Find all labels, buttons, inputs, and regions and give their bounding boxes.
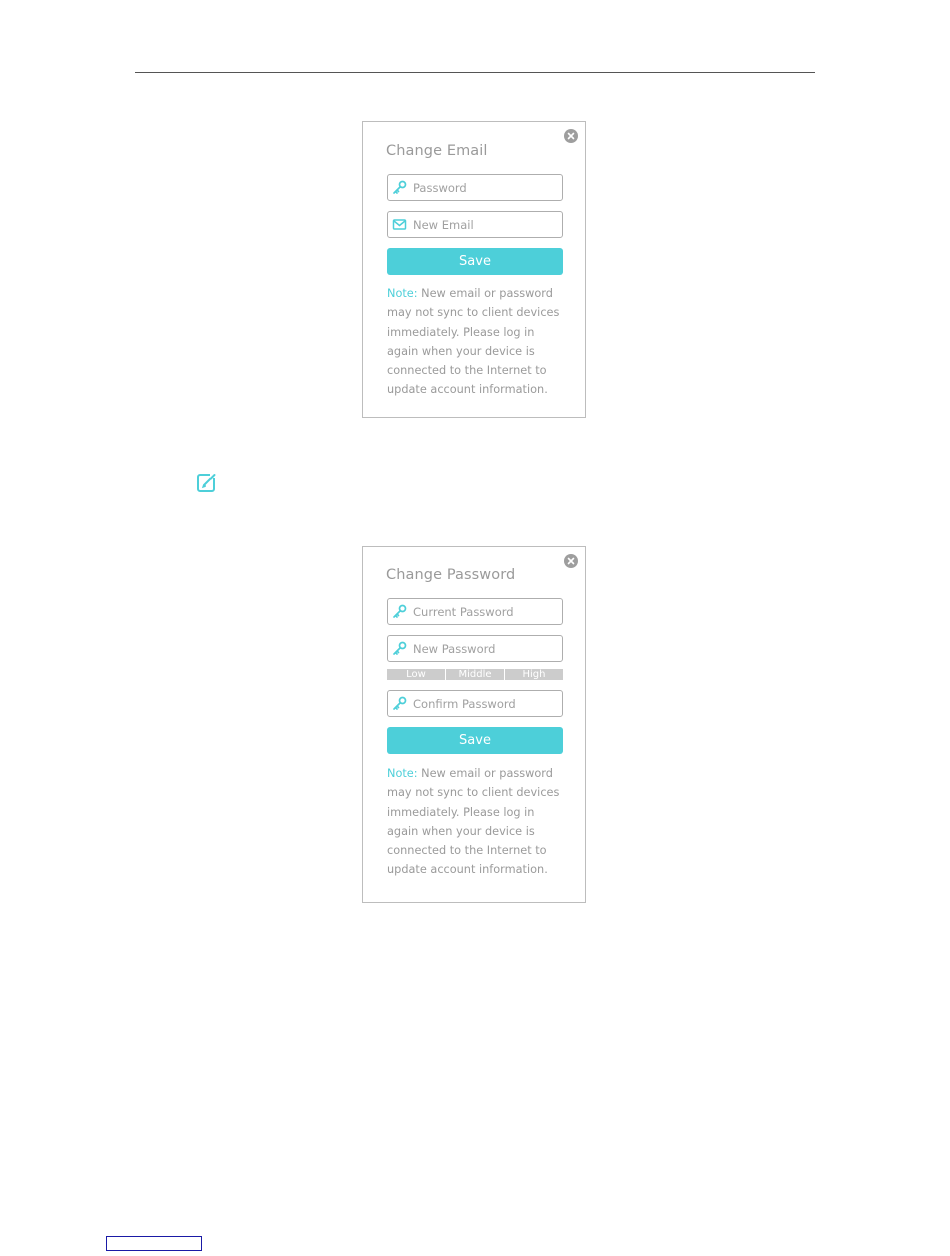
note-text bbox=[387, 764, 567, 880]
new-password-input[interactable] bbox=[413, 639, 557, 658]
change-email-dialog bbox=[362, 121, 586, 418]
note-label: Note: bbox=[387, 767, 418, 780]
note-label: Note: bbox=[387, 287, 418, 300]
edit-note-icon bbox=[196, 472, 217, 493]
note-body: New email or password may not sync to client devices immediately. Please log in again when your device is connected to the Internet to update account information. bbox=[387, 287, 560, 397]
save-password-button[interactable]: Save bbox=[387, 727, 563, 754]
dialog-title: Change Password bbox=[386, 567, 516, 583]
password-input[interactable] bbox=[413, 178, 557, 197]
strength-high: High bbox=[505, 669, 563, 680]
password-field[interactable] bbox=[387, 174, 563, 201]
key-icon bbox=[392, 180, 407, 195]
current-password-input[interactable] bbox=[413, 602, 557, 621]
header-rule bbox=[135, 72, 815, 73]
footer-link-box[interactable] bbox=[106, 1236, 202, 1251]
current-password-field[interactable] bbox=[387, 598, 563, 625]
key-icon bbox=[392, 604, 407, 619]
note-body: New email or password may not sync to client devices immediately. Please log in again when your device is connected to the Internet to update account information. bbox=[387, 767, 560, 877]
note-text bbox=[387, 284, 567, 400]
dialog-title: Change Email bbox=[386, 143, 488, 159]
new-email-field[interactable] bbox=[387, 211, 563, 238]
key-icon bbox=[392, 641, 407, 656]
strength-middle: Middle bbox=[446, 669, 505, 680]
save-email-button[interactable]: Save bbox=[387, 248, 563, 275]
close-icon[interactable] bbox=[564, 554, 578, 568]
new-email-input[interactable] bbox=[413, 215, 557, 234]
key-icon bbox=[392, 696, 407, 711]
close-icon[interactable] bbox=[564, 129, 578, 143]
envelope-icon bbox=[392, 217, 407, 232]
confirm-password-input[interactable] bbox=[413, 694, 557, 713]
change-password-dialog bbox=[362, 546, 586, 903]
confirm-password-field[interactable] bbox=[387, 690, 563, 717]
password-strength-meter bbox=[387, 669, 563, 680]
new-password-field[interactable] bbox=[387, 635, 563, 662]
strength-low: Low bbox=[387, 669, 446, 680]
